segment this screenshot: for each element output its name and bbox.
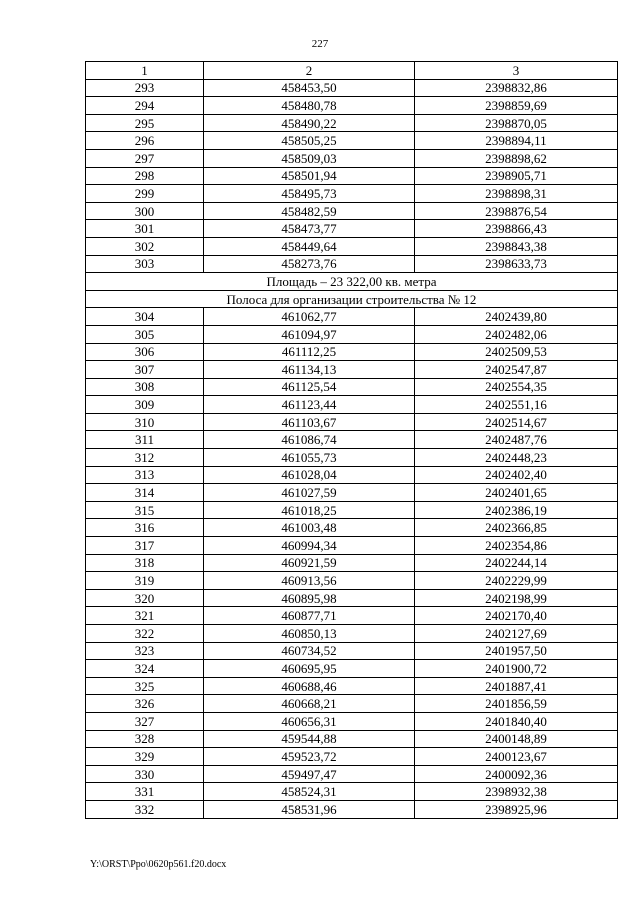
y-coordinate-cell: 2402402,40	[415, 466, 618, 484]
x-coordinate-cell: 460921,59	[204, 554, 415, 572]
table-body	[86, 62, 618, 819]
x-coordinate-cell: 458449,64	[204, 237, 415, 255]
table-row	[86, 114, 618, 132]
coordinates-table	[85, 61, 618, 819]
point-number-cell: 305	[86, 325, 204, 343]
table-row	[86, 642, 618, 660]
x-coordinate-cell: 460656,31	[204, 712, 415, 730]
table-row	[86, 712, 618, 730]
coordinates-table-container	[85, 61, 617, 819]
x-coordinate-cell: 458480,78	[204, 97, 415, 115]
table-row	[86, 325, 618, 343]
table-row	[86, 79, 618, 97]
table-row	[86, 97, 618, 115]
table-row	[86, 396, 618, 414]
x-coordinate-cell: 458505,25	[204, 132, 415, 150]
point-number-cell: 320	[86, 589, 204, 607]
x-coordinate-cell: 459544,88	[204, 730, 415, 748]
x-coordinate-cell: 461003,48	[204, 519, 415, 537]
x-coordinate-cell: 461018,25	[204, 501, 415, 519]
y-coordinate-cell: 2400092,36	[415, 765, 618, 783]
point-number-cell: 310	[86, 413, 204, 431]
y-coordinate-cell: 2402514,67	[415, 413, 618, 431]
point-number-cell: 302	[86, 237, 204, 255]
y-coordinate-cell: 2401900,72	[415, 660, 618, 678]
table-row	[86, 554, 618, 572]
y-coordinate-cell: 2402554,35	[415, 378, 618, 396]
y-coordinate-cell: 2398633,73	[415, 255, 618, 273]
table-row	[86, 413, 618, 431]
table-row	[86, 167, 618, 185]
page-number: 227	[311, 38, 329, 50]
y-coordinate-cell: 2398894,11	[415, 132, 618, 150]
point-number-cell: 295	[86, 114, 204, 132]
table-row	[86, 343, 618, 361]
y-coordinate-cell: 2401840,40	[415, 712, 618, 730]
table-row	[86, 800, 618, 818]
table-row	[86, 202, 618, 220]
table-row	[86, 572, 618, 590]
column-header-x: 2	[204, 62, 415, 80]
y-coordinate-cell: 2402170,40	[415, 607, 618, 625]
y-coordinate-cell: 2402386,19	[415, 501, 618, 519]
point-number-cell: 309	[86, 396, 204, 414]
section-title-row	[86, 290, 618, 308]
x-coordinate-cell: 459497,47	[204, 765, 415, 783]
point-number-cell: 314	[86, 484, 204, 502]
x-coordinate-cell: 460913,56	[204, 572, 415, 590]
x-coordinate-cell: 460688,46	[204, 677, 415, 695]
x-coordinate-cell: 458531,96	[204, 800, 415, 818]
point-number-cell: 311	[86, 431, 204, 449]
section-title: Полоса для организации строительства № 12	[86, 290, 618, 308]
column-header-point: 1	[86, 62, 204, 80]
table-row	[86, 730, 618, 748]
point-number-cell: 294	[86, 97, 204, 115]
y-coordinate-cell: 2402551,16	[415, 396, 618, 414]
table-row	[86, 431, 618, 449]
table-row	[86, 519, 618, 537]
x-coordinate-cell: 460734,52	[204, 642, 415, 660]
point-number-cell: 299	[86, 185, 204, 203]
y-coordinate-cell: 2402366,85	[415, 519, 618, 537]
x-coordinate-cell: 458495,73	[204, 185, 415, 203]
table-header-row	[86, 62, 618, 80]
point-number-cell: 300	[86, 202, 204, 220]
point-number-cell: 307	[86, 361, 204, 379]
point-number-cell: 315	[86, 501, 204, 519]
x-coordinate-cell: 461123,44	[204, 396, 415, 414]
table-row	[86, 660, 618, 678]
point-number-cell: 325	[86, 677, 204, 695]
table-row	[86, 237, 618, 255]
point-number-cell: 323	[86, 642, 204, 660]
y-coordinate-cell: 2402127,69	[415, 625, 618, 643]
y-coordinate-cell: 2398832,86	[415, 79, 618, 97]
table-row	[86, 149, 618, 167]
x-coordinate-cell: 460877,71	[204, 607, 415, 625]
x-coordinate-cell: 461062,77	[204, 308, 415, 326]
y-coordinate-cell: 2400123,67	[415, 748, 618, 766]
table-row	[86, 537, 618, 555]
x-coordinate-cell: 459523,72	[204, 748, 415, 766]
column-header-y: 3	[415, 62, 618, 80]
point-number-cell: 298	[86, 167, 204, 185]
y-coordinate-cell: 2402547,87	[415, 361, 618, 379]
y-coordinate-cell: 2402244,14	[415, 554, 618, 572]
y-coordinate-cell: 2402439,80	[415, 308, 618, 326]
table-row	[86, 695, 618, 713]
point-number-cell: 312	[86, 449, 204, 467]
point-number-cell: 296	[86, 132, 204, 150]
point-number-cell: 313	[86, 466, 204, 484]
table-row	[86, 308, 618, 326]
y-coordinate-cell: 2398925,96	[415, 800, 618, 818]
x-coordinate-cell: 461112,25	[204, 343, 415, 361]
point-number-cell: 303	[86, 255, 204, 273]
x-coordinate-cell: 458490,22	[204, 114, 415, 132]
point-number-cell: 318	[86, 554, 204, 572]
point-number-cell: 316	[86, 519, 204, 537]
point-number-cell: 293	[86, 79, 204, 97]
y-coordinate-cell: 2402487,76	[415, 431, 618, 449]
area-summary: Площадь – 23 322,00 кв. метра	[86, 273, 618, 291]
x-coordinate-cell: 460850,13	[204, 625, 415, 643]
x-coordinate-cell: 461027,59	[204, 484, 415, 502]
table-row	[86, 466, 618, 484]
footer-file-path: Y:\ORST\Ppo\0620p561.f20.docx	[90, 859, 227, 870]
table-row	[86, 185, 618, 203]
table-row	[86, 378, 618, 396]
table-row	[86, 625, 618, 643]
x-coordinate-cell: 458524,31	[204, 783, 415, 801]
point-number-cell: 301	[86, 220, 204, 238]
table-row	[86, 220, 618, 238]
table-row	[86, 484, 618, 502]
y-coordinate-cell: 2402229,99	[415, 572, 618, 590]
y-coordinate-cell: 2398859,69	[415, 97, 618, 115]
x-coordinate-cell: 461125,54	[204, 378, 415, 396]
y-coordinate-cell: 2398905,71	[415, 167, 618, 185]
y-coordinate-cell: 2402448,23	[415, 449, 618, 467]
x-coordinate-cell: 461028,04	[204, 466, 415, 484]
point-number-cell: 321	[86, 607, 204, 625]
x-coordinate-cell: 461134,13	[204, 361, 415, 379]
y-coordinate-cell: 2400148,89	[415, 730, 618, 748]
point-number-cell: 328	[86, 730, 204, 748]
y-coordinate-cell: 2402509,53	[415, 343, 618, 361]
point-number-cell: 327	[86, 712, 204, 730]
table-row	[86, 589, 618, 607]
y-coordinate-cell: 2402401,65	[415, 484, 618, 502]
table-row	[86, 748, 618, 766]
point-number-cell: 306	[86, 343, 204, 361]
y-coordinate-cell: 2402354,86	[415, 537, 618, 555]
point-number-cell: 322	[86, 625, 204, 643]
table-row	[86, 677, 618, 695]
point-number-cell: 324	[86, 660, 204, 678]
y-coordinate-cell: 2398870,05	[415, 114, 618, 132]
table-row	[86, 449, 618, 467]
x-coordinate-cell: 458501,94	[204, 167, 415, 185]
y-coordinate-cell: 2402482,06	[415, 325, 618, 343]
y-coordinate-cell: 2398932,38	[415, 783, 618, 801]
y-coordinate-cell: 2401856,59	[415, 695, 618, 713]
point-number-cell: 308	[86, 378, 204, 396]
point-number-cell: 297	[86, 149, 204, 167]
table-row	[86, 783, 618, 801]
x-coordinate-cell: 460668,21	[204, 695, 415, 713]
y-coordinate-cell: 2398876,54	[415, 202, 618, 220]
x-coordinate-cell: 461055,73	[204, 449, 415, 467]
y-coordinate-cell: 2401957,50	[415, 642, 618, 660]
table-row	[86, 607, 618, 625]
table-row	[86, 501, 618, 519]
table-row	[86, 765, 618, 783]
point-number-cell: 332	[86, 800, 204, 818]
x-coordinate-cell: 461094,97	[204, 325, 415, 343]
x-coordinate-cell: 460695,95	[204, 660, 415, 678]
table-row	[86, 255, 618, 273]
y-coordinate-cell: 2398898,62	[415, 149, 618, 167]
y-coordinate-cell: 2398866,43	[415, 220, 618, 238]
table-row	[86, 132, 618, 150]
x-coordinate-cell: 458453,50	[204, 79, 415, 97]
y-coordinate-cell: 2398898,31	[415, 185, 618, 203]
point-number-cell: 317	[86, 537, 204, 555]
x-coordinate-cell: 460895,98	[204, 589, 415, 607]
x-coordinate-cell: 461086,74	[204, 431, 415, 449]
x-coordinate-cell: 458473,77	[204, 220, 415, 238]
area-summary-row	[86, 273, 618, 291]
x-coordinate-cell: 458509,03	[204, 149, 415, 167]
point-number-cell: 319	[86, 572, 204, 590]
y-coordinate-cell: 2401887,41	[415, 677, 618, 695]
y-coordinate-cell: 2402198,99	[415, 589, 618, 607]
point-number-cell: 331	[86, 783, 204, 801]
x-coordinate-cell: 461103,67	[204, 413, 415, 431]
y-coordinate-cell: 2398843,38	[415, 237, 618, 255]
table-row	[86, 361, 618, 379]
x-coordinate-cell: 458482,59	[204, 202, 415, 220]
point-number-cell: 326	[86, 695, 204, 713]
x-coordinate-cell: 458273,76	[204, 255, 415, 273]
x-coordinate-cell: 460994,34	[204, 537, 415, 555]
point-number-cell: 329	[86, 748, 204, 766]
point-number-cell: 330	[86, 765, 204, 783]
point-number-cell: 304	[86, 308, 204, 326]
